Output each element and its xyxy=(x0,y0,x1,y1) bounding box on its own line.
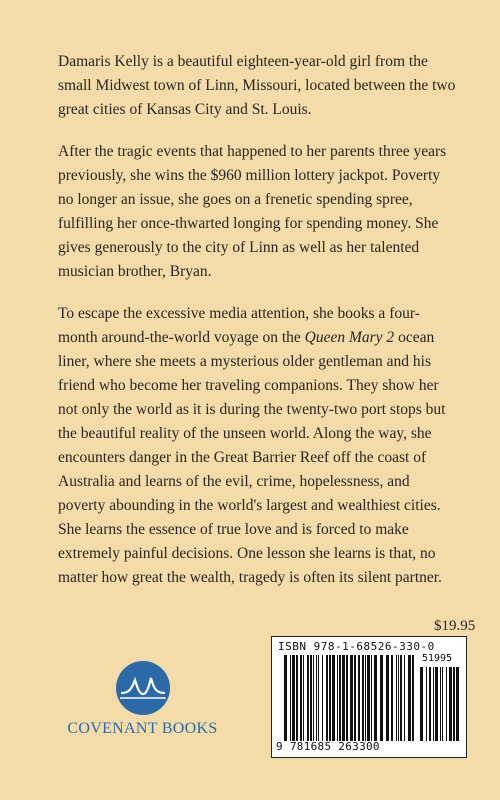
blurb-paragraph-3-start: To escape the excessive media attention, she books a four-month around-the-world voyage on the xyxy=(58,305,420,346)
publisher-logo xyxy=(60,660,225,750)
price-code: 51995 xyxy=(422,653,453,664)
publisher-name: COVENANT BOOKS xyxy=(67,720,218,737)
supplement-barcode-bars xyxy=(420,667,462,741)
covenant-wave-circle-icon xyxy=(115,660,171,716)
blurb-paragraph-3-end: ocean liner, where she meets a mysterious older gentleman and his friend who become her traveling companions. They show her not only the world as it is during the twenty-two port stops but the beautiful reality of the unseen world. Along the way, she encounters danger in the Great Barrier Reef off the coast of Australia and learns of the evil, crime, hopelessness, and poverty abounding in the world's largest and wealthiest cities. She learns the essence of true love and is forced to make extremely painful decisions. One lesson she learns is that, no matter how great the wealth, tragedy is often its silent partner. xyxy=(58,329,446,586)
isbn-number: ISBN 978-1-68526-330-0 xyxy=(278,640,435,653)
price-label: $19.95 xyxy=(434,618,476,634)
ean-digits: 9 781685 263300 xyxy=(276,740,380,753)
isbn-barcode xyxy=(271,636,467,758)
main-barcode-bars xyxy=(284,655,414,741)
blurb-paragraph-2: After the tragic events that happened to her parents three years previously, she wins the $960 million lottery jackpot. Poverty no longer an issue, she goes on a frenetic spending spree, fulfilling her once-thwarted longing for spending money. She gives generously to the city of Linn as well as her talented musician brother, Bryan. xyxy=(58,143,447,280)
blurb-paragraph-1: Damaris Kelly is a beautiful eighteen-year-old girl from the small Midwest town of Linn, Missouri, located between the two great cities of Kansas City and St. Louis. xyxy=(58,53,456,118)
blurb-paragraph-3 xyxy=(58,302,458,590)
back-cover-blurb xyxy=(58,50,458,590)
ship-name: Queen Mary 2 xyxy=(304,329,395,346)
